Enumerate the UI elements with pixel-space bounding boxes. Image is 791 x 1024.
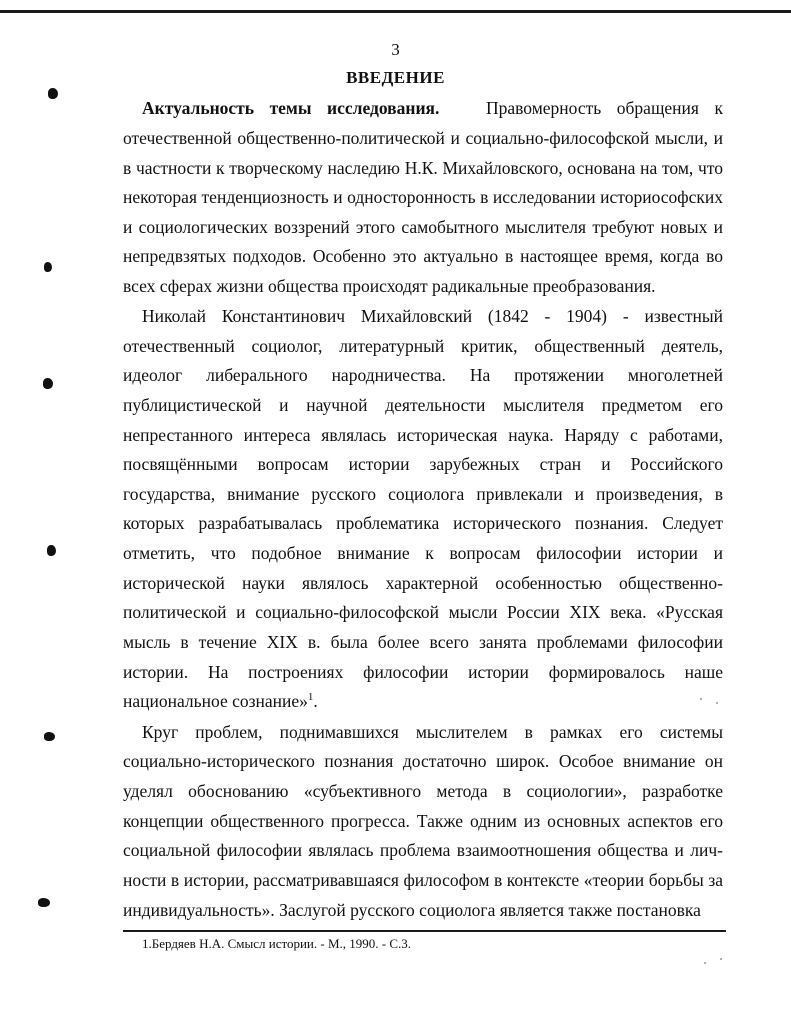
scan-mark (38, 898, 50, 907)
paragraph-lead: Актуальность темы исследования. (142, 98, 440, 118)
paragraph-1-line: некоторая тенденциозность и односторонность в исследовании историософских (123, 187, 723, 207)
paragraph-2-line: государства, внимание русского социолога привлекали и произведения, в (123, 484, 723, 504)
footnote: 1.Бердяев Н.А. Смысл истории. - М., 1990. - С.3. (142, 936, 412, 951)
paragraph-2-line: исторической науки являлось характерной особенностью общественно- (123, 573, 723, 593)
paragraph-2-line: политической и социально-философской мысли России XIX века. «Русская (123, 602, 723, 622)
paragraph-2-line: публицистической и научной деятельности мыслителя предметом его (123, 395, 723, 415)
paragraph-1-line: отечественной общественно-политической и социально-философской мысли, и (123, 128, 723, 148)
paragraph-2-line: национальное сознание»$^1$. (123, 691, 318, 711)
paragraph-1-line: Актуальность темы исследования. Правомерность обращения к (142, 98, 723, 118)
page-number: 3 (391, 40, 400, 59)
scan-speck (720, 958, 722, 960)
paragraph-1-line: и социологических воззрений этого самобытного мыслителя требуют новых и (123, 217, 723, 237)
paragraph-3-line: уделял обоснованию «субъективного метода в социологии», разработке (123, 781, 723, 801)
paragraph-2-line: идеолог либерального народничества. На протяжении многолетней (123, 365, 723, 385)
paragraph-2-line: отметить, что подобное внимание к вопросам философии истории и (123, 543, 723, 563)
top-rule (0, 10, 791, 13)
paragraph-3-line: социально-исторического познания достаточно широк. Особое внимание он (123, 751, 723, 771)
paragraph-3-line: Круг проблем, поднимавшихся мыслителем в рамках его системы (142, 722, 723, 742)
scan-mark (47, 545, 56, 556)
paragraph-2-line: непрестанного интереса являлась историческая наука. Наряду с работами, (123, 425, 723, 445)
footnote-divider (123, 930, 726, 932)
paragraph-3-line: концепции общественного прогресса. Также одним из основных аспектов его (123, 811, 723, 831)
scan-mark (44, 262, 52, 272)
paragraph-3-line: ности в истории, рассматривавшаяся философом в контексте «теории борьбы за (123, 870, 723, 890)
scan-mark (48, 88, 58, 99)
paragraph-1-line: всех сферах жизни общества происходят радикальные преобразования. (123, 276, 656, 296)
paragraph-2-line: отечественный социолог, литературный критик, общественный деятель, (123, 336, 723, 356)
scan-mark (43, 378, 53, 389)
paragraph-1-line: в частности к творческому наследию Н.К. Михайловского, основана на том, что (123, 158, 723, 178)
paragraph-3-line: социальной философии являлась проблема взаимоотношения общества и лич- (123, 840, 723, 860)
paragraph-3-line: индивидуальность». Заслугой русского социолога является также постановка (123, 900, 701, 920)
paragraph-2-line: истории. На построениях философии истории формировалось наше (123, 662, 723, 682)
paragraph-2-line: мысль в течение XIX в. была более всего занята проблемами философии (123, 632, 723, 652)
paragraph-2-line: которых разрабатывалась проблематика исторического познания. Следует (123, 513, 723, 533)
paragraph-2-line: Николай Константинович Михайловский (1842 - 1904) - известный (142, 306, 723, 326)
scan-mark (44, 732, 55, 741)
page-heading: ВВЕДЕНИЕ (346, 68, 445, 87)
paragraph-1-line: непредвзятых подходов. Особенно это актуально в настоящее время, когда во (123, 246, 723, 266)
paragraph-2-line: посвящёнными вопросам истории зарубежных стран и Российского (123, 454, 723, 474)
scan-speck (704, 962, 706, 964)
footnote-reference: 1 (307, 691, 314, 704)
